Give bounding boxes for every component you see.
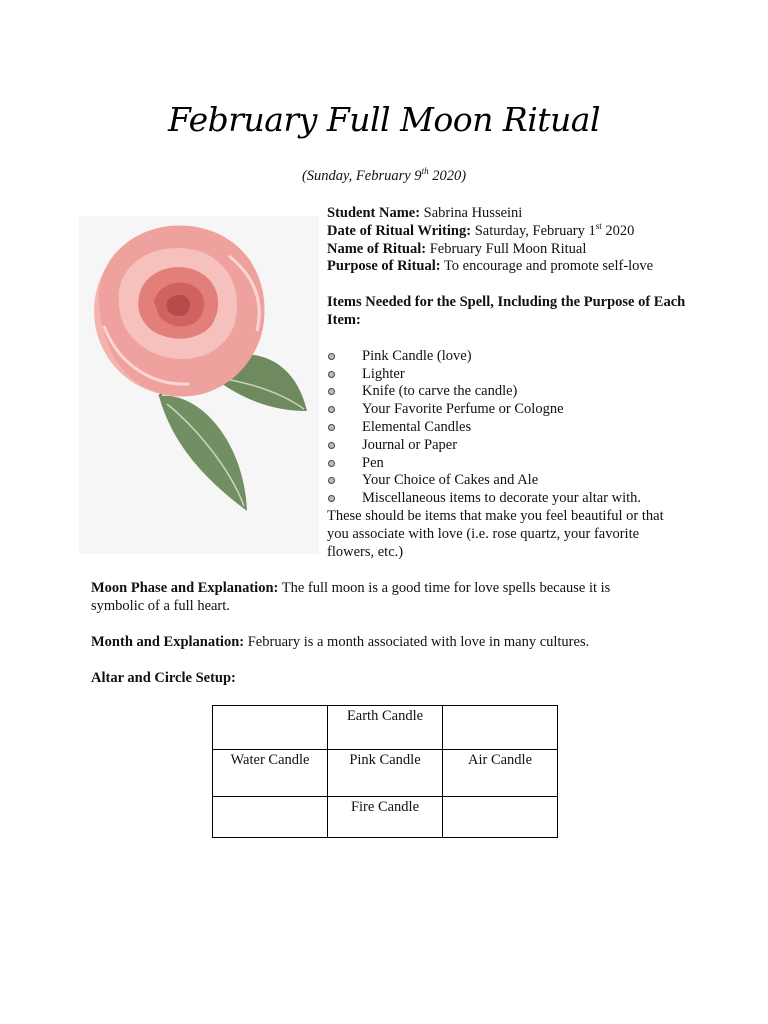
table-row — [213, 797, 558, 838]
ritual-details — [327, 205, 687, 561]
moon-phase-paragraph: Moon Phase and Explanation: The full moon is a good time for love spells because it is symbolic of a full heart. — [91, 580, 611, 614]
table-cell: Fire Candle — [328, 797, 443, 838]
month-paragraph: Month and Explanation: February is a month associated with love in many cultures. — [91, 634, 590, 650]
rose-icon — [79, 216, 319, 554]
table-cell — [213, 706, 328, 750]
items-note: These should be items that make you feel beautiful or that you associate with love (i.e. rose quartz, your favorite flowers, etc.) — [327, 507, 664, 560]
table-cell: Pink Candle — [328, 750, 443, 797]
list-item: Miscellaneous items to decorate your altar with. — [327, 490, 687, 508]
list-item: Journal or Paper — [327, 437, 687, 455]
items-heading: Items Needed for the Spell, Including the Purpose of Each Item: — [327, 294, 686, 328]
table-cell — [443, 706, 558, 750]
table-cell — [213, 797, 328, 838]
list-item: Elemental Candles — [327, 419, 687, 437]
student-name: Student Name: Sabrina Husseini — [327, 205, 523, 221]
list-item: Pink Candle (love) — [327, 348, 687, 366]
circle-bullet-icon — [328, 424, 335, 431]
table-row — [213, 706, 558, 750]
writing-date: Date of Ritual Writing: Saturday, February 1st 2020 — [327, 220, 635, 239]
circle-bullet-icon — [328, 353, 335, 360]
ritual-purpose: Purpose of Ritual: To encourage and promote self-love — [327, 258, 654, 275]
list-item: Knife (to carve the candle) — [327, 383, 687, 401]
rose-illustration — [79, 216, 319, 554]
circle-bullet-icon — [328, 460, 335, 467]
ritual-date: (Sunday, February 9th 2020) — [301, 166, 467, 184]
table-cell — [443, 797, 558, 838]
table-row — [213, 750, 558, 797]
circle-bullet-icon — [328, 495, 335, 502]
page-title: February Full Moon Ritual — [167, 100, 601, 139]
altar-heading: Altar and Circle Setup: — [91, 670, 236, 686]
table-cell: Water Candle — [213, 750, 328, 797]
list-item: Your Favorite Perfume or Cologne — [327, 401, 687, 419]
list-item: Pen — [327, 455, 687, 473]
circle-bullet-icon — [328, 477, 335, 484]
list-item: Lighter — [327, 366, 687, 384]
table-cell: Air Candle — [443, 750, 558, 797]
table-cell: Earth Candle — [328, 706, 443, 750]
circle-bullet-icon — [328, 388, 335, 395]
ritual-name: Name of Ritual: February Full Moon Ritual — [327, 240, 587, 257]
altar-setup-table — [212, 705, 558, 838]
circle-bullet-icon — [328, 442, 335, 449]
circle-bullet-icon — [328, 371, 335, 378]
items-list — [327, 348, 687, 508]
list-item: Your Choice of Cakes and Ale — [327, 472, 687, 490]
circle-bullet-icon — [328, 406, 335, 413]
